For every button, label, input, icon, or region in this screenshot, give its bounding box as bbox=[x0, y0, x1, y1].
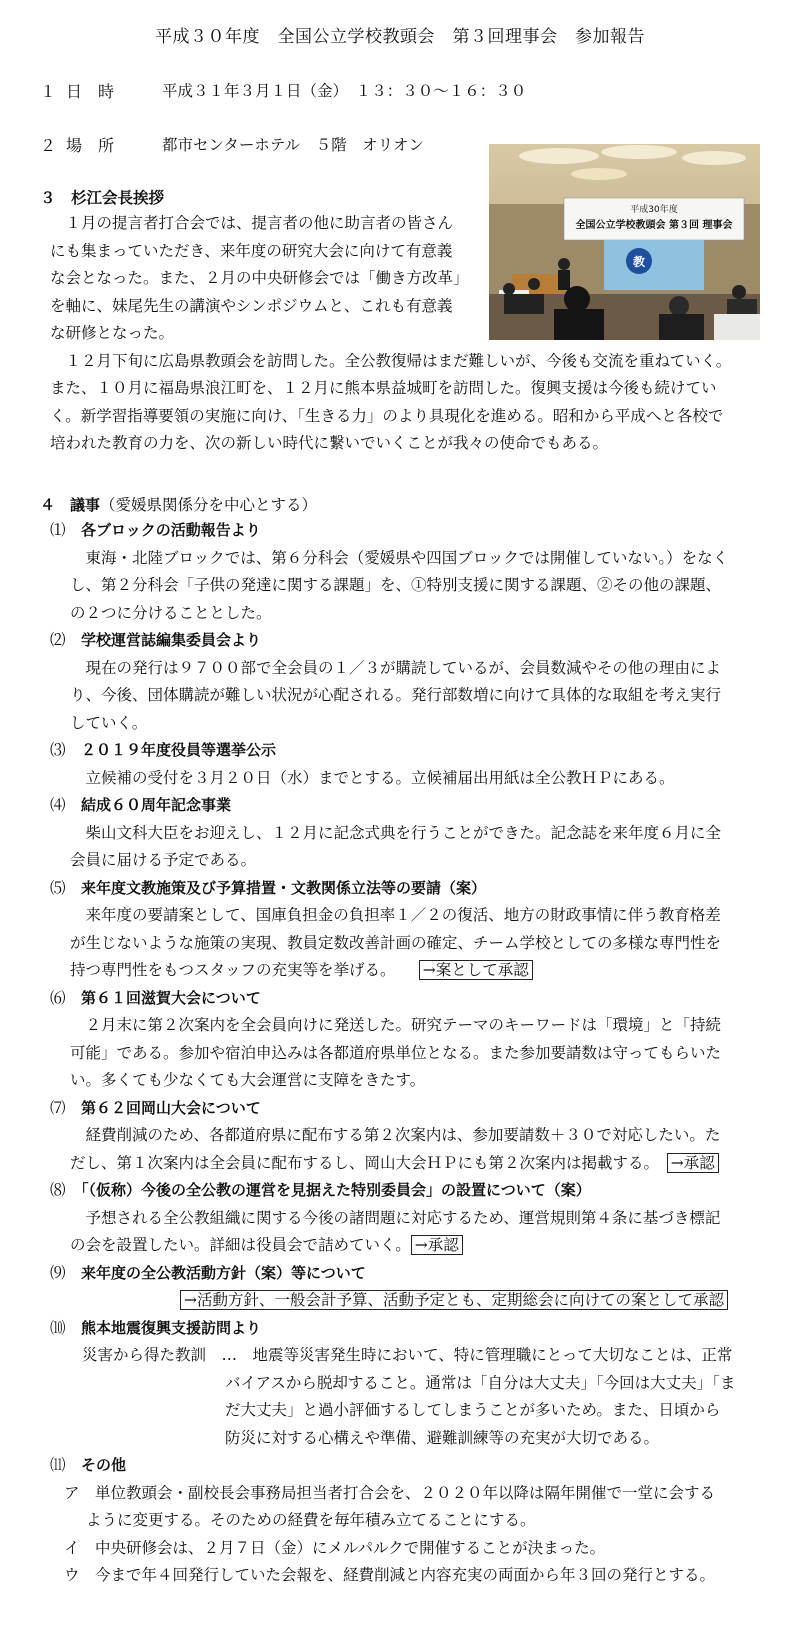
section-3-heading: ３ 杉江会長挨拶 bbox=[40, 189, 165, 207]
section-2-label: 場 所 bbox=[66, 136, 115, 155]
section-4-note: （愛媛県関係分を中心とする） bbox=[100, 496, 318, 514]
agenda-item-heading bbox=[50, 1452, 735, 1480]
paragraph-line: の２つに分けることとした。 bbox=[70, 603, 272, 622]
agenda-item-heading bbox=[50, 737, 735, 765]
section-3-body bbox=[50, 210, 731, 458]
agenda-item-title: 来年度文教施策及び予算措置・文教関係立法等の要請（案） bbox=[81, 878, 487, 897]
paragraph-line bbox=[50, 1232, 735, 1260]
approval-box: →案として承認 bbox=[419, 960, 533, 980]
paragraph-text: だし、第１次案内は全会員に配布するし、岡山大会ＨＰにも第２次案内は掲載する。 bbox=[70, 1153, 652, 1172]
paragraph-line: ように変更する。そのための経費を毎年積み立てることにする。 bbox=[86, 1511, 536, 1529]
paragraph-line: １２月下旬に広島県教頭会を訪問した。全公教復帰はまだ難しいが、今後も交流を重ねていく。 bbox=[50, 351, 732, 370]
paragraph-line: な研修となった。 bbox=[50, 324, 175, 342]
paragraph-line: 経費削減のため、各都道府県に配布する第２次案内は、参加要請数＋３０で対応したい。た bbox=[70, 1126, 721, 1144]
agenda-item-title: 結成６０周年記念事業 bbox=[81, 796, 232, 814]
section-1-value: 平成３１年３月１日（金） １３：３０～１６：３０ bbox=[162, 82, 527, 100]
agenda-item-heading bbox=[50, 517, 735, 545]
banner-line-1: 平成30年度 bbox=[630, 205, 678, 215]
agenda-item-heading bbox=[50, 985, 735, 1013]
agenda-item-number: ⑶ bbox=[50, 741, 66, 759]
section-4-heading-row bbox=[40, 493, 317, 515]
agenda-item-title: 来年度の全公教活動方針（案）等について bbox=[81, 1263, 366, 1282]
paragraph-line: １月の提言者打合会では、提言者の他に助言者の皆さん bbox=[50, 214, 454, 232]
approval-box: →活動方針、一般会計予算、活動予定とも、定期総会に向けての案として承認 bbox=[180, 1290, 728, 1310]
agenda-item-title: 各ブロックの活動報告より bbox=[81, 521, 261, 539]
agenda-item-number: ⑺ bbox=[50, 1098, 66, 1117]
list-item bbox=[50, 1562, 735, 1590]
agenda-item-heading bbox=[50, 792, 735, 820]
paragraph-line bbox=[50, 957, 735, 985]
paragraph-line: 防災に対する心構えや準備、避難訓練等の充実が大切である。 bbox=[225, 1428, 660, 1447]
paragraph-text: の会を設置したい。詳細は役員会で詰めていく。 bbox=[70, 1236, 411, 1254]
paragraph-text: 単位教頭会・副校長会事務局担当者打合会を、２０２０年以降は隔年開催で一堂に会する bbox=[95, 1483, 716, 1502]
paragraph-line: にも集まっていただき、来年度の研究大会に向けて有意義 bbox=[50, 241, 453, 260]
paragraph-line: 現在の発行は９７００部で全会員の１／３が購読しているが、会員数減やその他の理由によ bbox=[70, 658, 722, 677]
paragraph-line: く。新学習指導要領の実施に向け、「生きる力」のより具現化を進める。昭和から平成へと各校で bbox=[50, 406, 724, 425]
paragraph-line bbox=[50, 1342, 735, 1370]
agenda-item-title: 第６１回滋賀大会について bbox=[81, 988, 261, 1007]
section-4-heading: ４ 議事 bbox=[40, 496, 101, 514]
list-marker: イ bbox=[64, 1538, 80, 1557]
list-item bbox=[50, 1535, 735, 1563]
agenda-item-number: ⑽ bbox=[50, 1318, 66, 1337]
paragraph-line: だ大丈夫」と過小評価するしてしまうことが多いため。また、日頃から bbox=[225, 1401, 721, 1419]
paragraph-line: を軸に、妹尾先生の講演やシンポジウムと、これも有意義 bbox=[50, 296, 453, 315]
paragraph-line: 東海・北陸ブロックでは、第６分科会（愛媛県や四国ブロックでは開催していない。）をなく bbox=[70, 548, 729, 567]
agenda-item-heading bbox=[50, 1260, 735, 1288]
paragraph-text: 中央研修会は、２月７日（金）にメルパルクで開催することが決まった。 bbox=[95, 1538, 606, 1557]
agenda-item-title: 第６２回岡山大会について bbox=[81, 1098, 261, 1117]
paragraph-line: バイアスから脱却すること。通常は「自分は大丈夫」「今回は大丈夫」「ま bbox=[225, 1373, 736, 1392]
agenda-item-title: ２０１９年度役員等選挙公示 bbox=[81, 741, 277, 759]
paragraph-line: 柴山文科大臣をお迎えし、１２月に記念式典を行うことができた。記念誌を来年度６月に全 bbox=[70, 823, 722, 842]
agenda-item-title: 「（仮称）今後の全公教の運営を見据えた特別委員会」の設置について（案） bbox=[81, 1181, 591, 1199]
agenda-item-number: ⑹ bbox=[50, 988, 66, 1007]
agenda-item-heading bbox=[50, 1095, 735, 1123]
agenda-item-number: ⑾ bbox=[50, 1456, 66, 1474]
section-1-number: １ bbox=[40, 82, 57, 101]
agenda-item-heading bbox=[50, 1177, 735, 1205]
list-marker: ウ bbox=[64, 1566, 80, 1584]
agenda-item-number: ⑷ bbox=[50, 796, 66, 814]
paragraph-line: 培われた教育の力を、次の新しい時代に繋いでいくことが我々の使命でもある。 bbox=[50, 434, 609, 452]
paragraph-line: い。多くても少なくても大会運営に支障をきたす。 bbox=[70, 1071, 426, 1089]
list-marker: ア bbox=[64, 1483, 80, 1502]
approval-box: →承認 bbox=[411, 1235, 463, 1255]
paragraph-text: 地震等災害発生時において、特に管理職にとって大切なことは、正常 bbox=[252, 1346, 733, 1364]
paragraph-line: また、１０月に福島県浪江町を、１２月に熊本県益城町を訪問した。復興支援は今後も続けてい bbox=[50, 379, 717, 397]
agenda-item-number: ⑼ bbox=[50, 1263, 66, 1282]
agenda-item-heading bbox=[50, 1315, 735, 1343]
paragraph-line: な会となった。また、２月の中央研修会では「働き方改革」 bbox=[50, 269, 469, 287]
paragraph-line bbox=[50, 1287, 735, 1315]
agenda-item-title: 熊本地震復興支援訪問より bbox=[81, 1318, 262, 1337]
agenda-item-title: 学校運営誌編集委員会より bbox=[81, 631, 262, 649]
paragraph-line: 立候補の受付を３月２０日（水）までとする。立候補届出用紙は全公教ＨＰにある。 bbox=[70, 768, 675, 787]
list-item bbox=[50, 1480, 735, 1508]
agenda-item-title: その他 bbox=[81, 1456, 127, 1474]
paragraph-text: 持つ専門性をもつスタッフの充実等を挙げる。 bbox=[70, 961, 388, 979]
section-1-label: 日 時 bbox=[66, 82, 115, 101]
approval-box: →承認 bbox=[667, 1153, 719, 1173]
paragraph-line: ２月末に第２次案内を全会員向けに発送した。研究テーマのキーワードは「環境」と「持続 bbox=[70, 1016, 722, 1034]
agenda-item-number: ⑸ bbox=[50, 878, 66, 897]
agenda-item-number: ⑻ bbox=[50, 1181, 66, 1199]
page-title: 平成３０年度 全国公立学校教頭会 第３回理事会 参加報告 bbox=[155, 27, 645, 47]
agenda-item-heading bbox=[50, 875, 735, 903]
section-2-value: 都市センターホテル ５階 オリオン bbox=[162, 136, 424, 154]
paragraph-line: 予想される全公教組織に関する今後の諸問題に対応するため、運営規則第４条に基づき標記 bbox=[70, 1208, 721, 1227]
paragraph-line: し、第２分科会「子供の発達に関する課題」を、①特別支援に関する課題、②その他の課題、 bbox=[70, 576, 722, 594]
paragraph-line bbox=[50, 1150, 735, 1178]
paragraph-line: 可能」である。参加や宿泊申込みは各都道府県単位となる。また参加要請数は守ってもらいた bbox=[70, 1043, 722, 1062]
paragraph-line: 会員に届ける予定である。 bbox=[70, 851, 257, 869]
agenda-list bbox=[50, 517, 735, 1590]
paragraph-line: していく。 bbox=[70, 713, 148, 732]
paragraph-line: が生じないような施策の実現、教員定数改善計画の確定、チーム学校としての多様な専門性を bbox=[70, 933, 722, 952]
banner-line-2: 全国公立学校教頭会 第３回 理事会 bbox=[575, 220, 733, 231]
section-2-number: ２ bbox=[40, 136, 57, 155]
paragraph-line: 来年度の要請案として、国庫負担金の負担率１／２の復活、地方の財政事情に伴う教育格差 bbox=[70, 906, 721, 924]
logo-icon: 教 bbox=[632, 255, 646, 269]
agenda-item-heading bbox=[50, 627, 735, 655]
agenda-item-number: ⑵ bbox=[50, 631, 66, 649]
paragraph-line: り、今後、団体購読が難しい状況が心配される。発行部数増に向けて具体的な取組を考え実行 bbox=[70, 686, 722, 704]
agenda-item-number: ⑴ bbox=[50, 521, 66, 539]
lesson-lead: 災害から得た教訓 … bbox=[82, 1346, 238, 1364]
paragraph-text: 今まで年４回発行していた会報を、経費削減と内容充実の両面から年３回の発行とする。 bbox=[95, 1566, 716, 1584]
